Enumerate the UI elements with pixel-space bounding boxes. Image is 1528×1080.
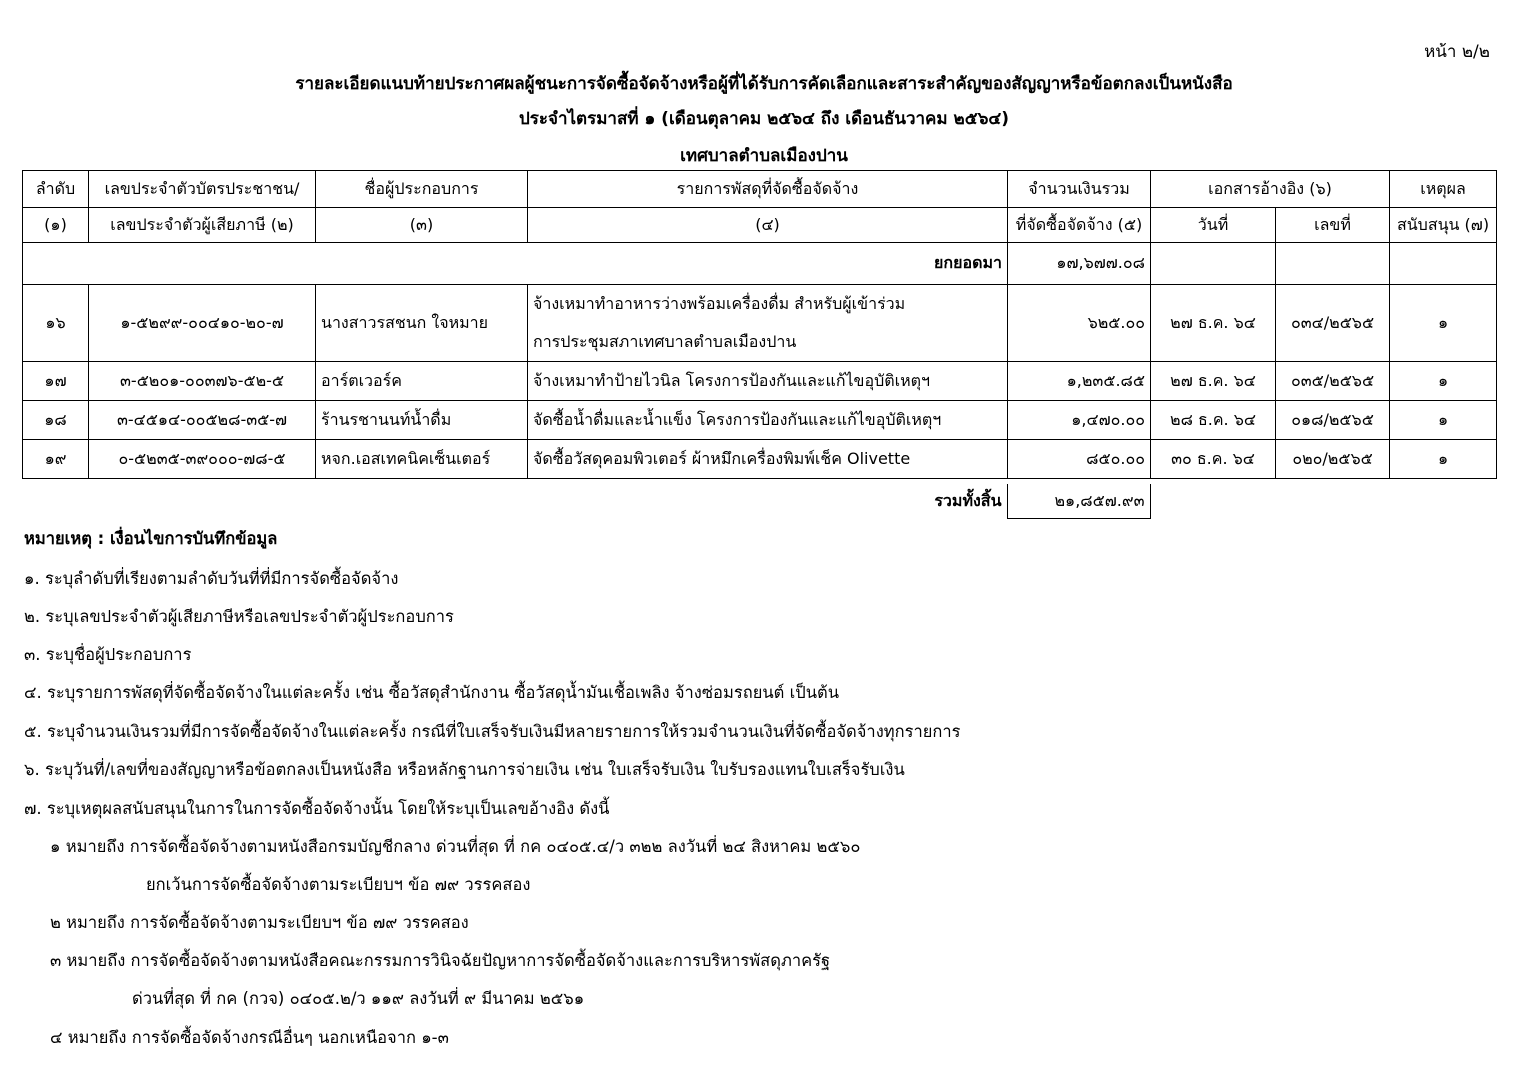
table-row bbox=[23, 362, 1497, 401]
row-item: จัดซื้อน้ำดื่มและน้ำแข็ง โครงการป้องกันและแก้ไขอุบัติเหตุฯ bbox=[528, 401, 1008, 440]
row-item-line1: จ้างเหมาทำอาหารว่างพร้อมเครื่องดื่ม สำหรับผู้เข้าร่วม bbox=[533, 294, 906, 313]
row-item bbox=[528, 285, 1008, 362]
note-5: ๕. ระบุจำนวนเงินรวมที่มีการจัดซื้อจัดจ้างในแต่ละครั้ง กรณีที่ใบเสร็จรับเงินมีหลายรายการให้รวมจำนวนเงินที่จัดซื้อจัดจ้างทุกรายการ bbox=[24, 722, 961, 741]
header-vendor: ชื่อผู้ประกอบการ bbox=[316, 171, 528, 208]
header-row-2 bbox=[23, 208, 1497, 243]
header-items-num: (๔) bbox=[528, 208, 1008, 243]
table-row bbox=[23, 401, 1497, 440]
reason-4: ๔ หมายถึง การจัดซื้อจัดจ้างกรณีอื่นๆ นอกเหนือจาก ๑-๓ bbox=[50, 1028, 449, 1047]
document-period: ประจำไตรมาสที่ ๑ (เดือนตุลาคม ๒๕๖๔ ถึง เดือนธันวาคม ๒๕๖๔) bbox=[518, 109, 1010, 129]
table-row bbox=[23, 285, 1497, 362]
row-ref-no: ๐๑๘/๒๕๖๕ bbox=[1276, 401, 1390, 440]
note-1: ๑. ระบุลำดับที่เรียงตามลำดับวันที่ที่มีการจัดซื้อจัดจ้าง bbox=[24, 569, 399, 588]
page-number: หน้า ๒/๒ bbox=[1424, 42, 1490, 62]
row-vendor: หจก.เอสเทคนิคเซ็นเตอร์ bbox=[316, 440, 528, 479]
carry-forward-row bbox=[23, 243, 1497, 285]
table-row bbox=[23, 440, 1497, 479]
header-vendor-num: (๓) bbox=[316, 208, 528, 243]
row-amount: ๑,๒๓๕.๘๕ bbox=[1008, 362, 1151, 401]
header-seq: ลำดับ bbox=[23, 171, 89, 208]
reason-1-cont: ยกเว้นการจัดซื้อจัดจ้างตามระเบียบฯ ข้อ ๗๙ วรรคสอง bbox=[146, 875, 531, 894]
organization-name: เทศบาลตำบลเมืองปาน bbox=[680, 146, 848, 166]
row-item-line2: การประชุมสภาเทศบาลตำบลเมืองปาน bbox=[533, 332, 797, 351]
row-vendor: นางสาวรสชนก ใจหมาย bbox=[316, 285, 528, 362]
reason-1: ๑ หมายถึง การจัดซื้อจัดจ้างตามหนังสือกรมบัญชีกลาง ด่วนที่สุด ที่ กค ๐๔๐๕.๔/ว ๓๒๒ ลงวันที่ ๒๔ สิงหาคม ๒๕๖๐ bbox=[50, 837, 861, 856]
notes-heading: หมายเหตุ : เงื่อนไขการบันทึกข้อมูล bbox=[24, 529, 278, 548]
total-row bbox=[22, 484, 1496, 519]
row-id: ๑-๕๒๙๙-๐๐๔๑๐-๒๐-๗ bbox=[89, 285, 316, 362]
row-seq: ๑๗ bbox=[23, 362, 89, 401]
carry-forward-label: ยกยอดมา bbox=[23, 243, 1008, 285]
row-seq: ๑๖ bbox=[23, 285, 89, 362]
row-ref-no: ๐๓๕/๒๕๖๕ bbox=[1276, 362, 1390, 401]
note-4: ๔. ระบุรายการพัสดุที่จัดซื้อจัดจ้างในแต่ละครั้ง เช่น ซื้อวัสดุสำนักงาน ซื้อวัสดุน้ำมันเชื้อเพลิง จ้างซ่อมรถยนต์ เป็นต้น bbox=[24, 683, 839, 702]
document-title: รายละเอียดแนบท้ายประกาศผลผู้ชนะการจัดซื้อจัดจ้างหรือผู้ที่ได้รับการคัดเลือกและสาระสำคัญของสัญญาหรือข้อตกลงเป็นหนังสือ bbox=[295, 74, 1233, 94]
row-vendor: ร้านรชานนท์น้ำดื่ม bbox=[316, 401, 528, 440]
note-2: ๒. ระบุเลขประจำตัวผู้เสียภาษีหรือเลขประจำตัวผู้ประกอบการ bbox=[24, 607, 454, 626]
header-ref-doc: เอกสารอ้างอิง (๖) bbox=[1151, 171, 1390, 208]
header-amount: จำนวนเงินรวม bbox=[1008, 171, 1151, 208]
row-item: จ้างเหมาทำป้ายไวนิล โครงการป้องกันและแก้ไขอุบัติเหตุฯ bbox=[528, 362, 1008, 401]
total-amount: ๒๑,๘๕๗.๙๓ bbox=[1007, 484, 1150, 519]
row-seq: ๑๘ bbox=[23, 401, 89, 440]
procurement-table bbox=[22, 170, 1497, 479]
row-reason: ๑ bbox=[1390, 440, 1497, 479]
row-vendor: อาร์ตเวอร์ค bbox=[316, 362, 528, 401]
header-ref-no: เลขที่ bbox=[1276, 208, 1390, 243]
header-reason-sub: สนับสนุน (๗) bbox=[1390, 208, 1497, 243]
row-date: ๒๘ ธ.ค. ๖๔ bbox=[1151, 401, 1276, 440]
row-id: ๓-๔๕๑๔-๐๐๕๒๘-๓๕-๗ bbox=[89, 401, 316, 440]
header-row-1 bbox=[23, 171, 1497, 208]
header-seq-num: (๑) bbox=[23, 208, 89, 243]
row-reason: ๑ bbox=[1390, 362, 1497, 401]
row-reason: ๑ bbox=[1390, 401, 1497, 440]
reason-3: ๓ หมายถึง การจัดซื้อจัดจ้างตามหนังสือคณะกรรมการวินิจฉัยปัญหาการจัดซื้อจัดจ้างและการบริหารพัสดุภาครัฐ bbox=[50, 951, 831, 970]
header-ref-date: วันที่ bbox=[1151, 208, 1276, 243]
row-amount: ๘๕๐.๐๐ bbox=[1008, 440, 1151, 479]
row-date: ๒๗ ธ.ค. ๖๔ bbox=[1151, 362, 1276, 401]
note-7: ๗. ระบุเหตุผลสนับสนุนในการในการจัดซื้อจัดจ้างนั้น โดยให้ระบุเป็นเลขอ้างอิง ดังนี้ bbox=[24, 799, 610, 818]
row-ref-no: ๐๒๐/๒๕๖๕ bbox=[1276, 440, 1390, 479]
row-id: ๐-๕๒๓๕-๓๙๐๐๐-๗๘-๕ bbox=[89, 440, 316, 479]
row-date: ๒๗ ธ.ค. ๖๔ bbox=[1151, 285, 1276, 362]
row-date: ๓๐ ธ.ค. ๖๔ bbox=[1151, 440, 1276, 479]
carry-forward-amount: ๑๗,๖๗๗.๐๘ bbox=[1008, 243, 1151, 285]
header-id: เลขประจำตัวบัตรประชาชน/ bbox=[89, 171, 316, 208]
reason-3-cont: ด่วนที่สุด ที่ กค (กวจ) ๐๔๐๕.๒/ว ๑๑๙ ลงวันที่ ๙ มีนาคม ๒๕๖๑ bbox=[132, 989, 585, 1008]
row-ref-no: ๐๓๔/๒๕๖๕ bbox=[1276, 285, 1390, 362]
header-items: รายการพัสดุที่จัดซื้อจัดจ้าง bbox=[528, 171, 1008, 208]
row-amount: ๑,๔๗๐.๐๐ bbox=[1008, 401, 1151, 440]
note-6: ๖. ระบุวันที่/เลขที่ของสัญญาหรือข้อตกลงเป็นหนังสือ หรือหลักฐานการจ่ายเงิน เช่น ใบเสร็จรับเงิน ใบรับรองแทนใบเสร็จรับเงิน bbox=[24, 760, 905, 779]
note-3: ๓. ระบุชื่อผู้ประกอบการ bbox=[24, 645, 192, 664]
reason-2: ๒ หมายถึง การจัดซื้อจัดจ้างตามระเบียบฯ ข้อ ๗๙ วรรคสอง bbox=[50, 913, 469, 932]
header-reason: เหตุผล bbox=[1390, 171, 1497, 208]
row-id: ๓-๕๒๐๑-๐๐๓๗๖-๕๒-๕ bbox=[89, 362, 316, 401]
row-item: จัดซื้อวัสดุคอมพิวเตอร์ ผ้าหมึกเครื่องพิมพ์เช็ค Olivette bbox=[528, 440, 1008, 479]
row-amount: ๖๒๕.๐๐ bbox=[1008, 285, 1151, 362]
row-reason: ๑ bbox=[1390, 285, 1497, 362]
total-label: รวมทั้งสิ้น bbox=[934, 490, 1002, 510]
header-amount-sub: ที่จัดซื้อจัดจ้าง (๕) bbox=[1008, 208, 1151, 243]
row-seq: ๑๙ bbox=[23, 440, 89, 479]
header-id-sub: เลขประจำตัวผู้เสียภาษี (๒) bbox=[89, 208, 316, 243]
